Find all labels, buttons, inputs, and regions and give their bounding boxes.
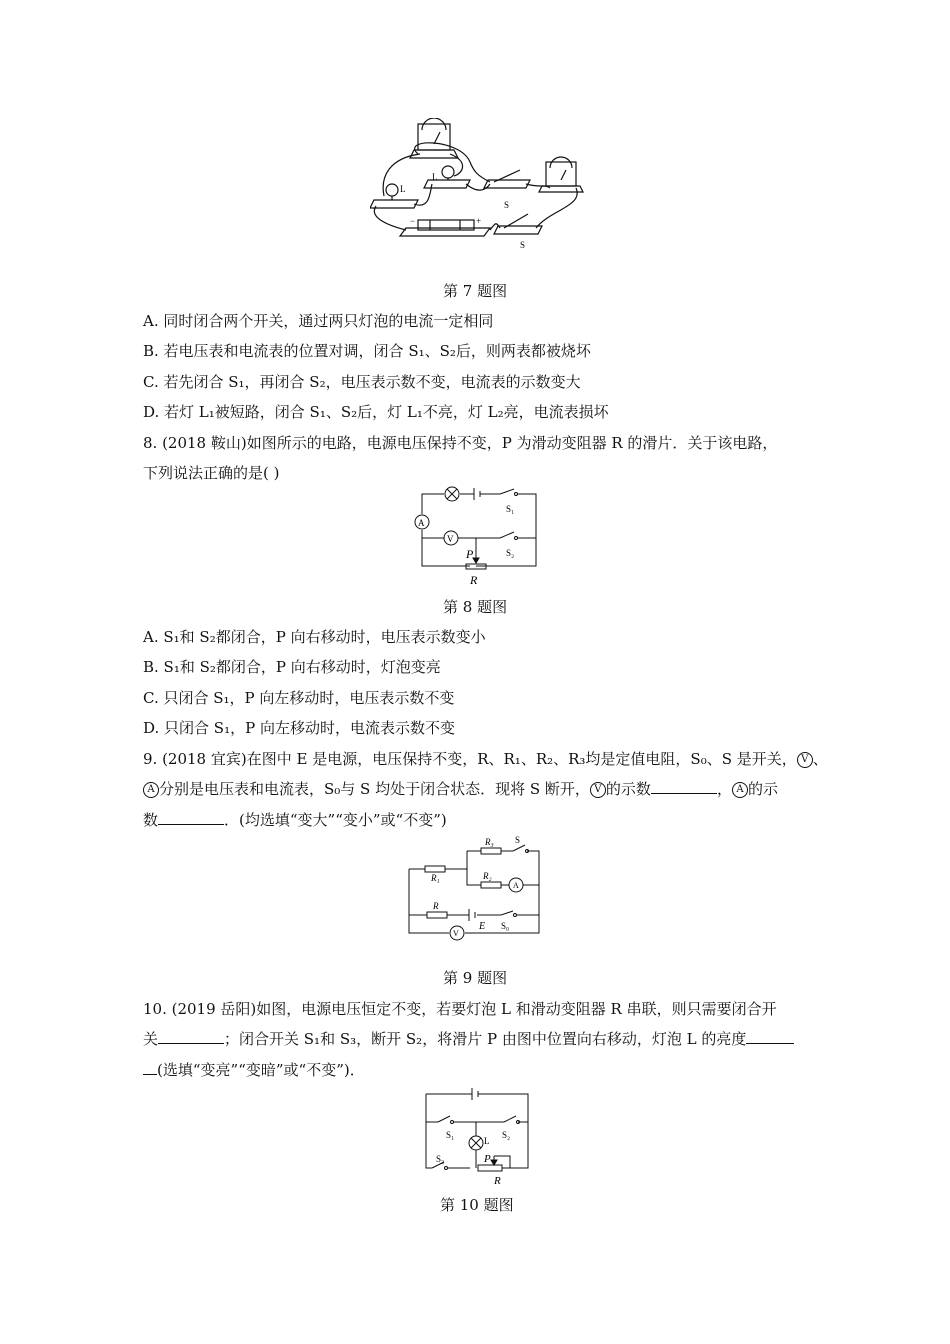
- q9-line2: [143, 779, 778, 799]
- q8-option-d: D. 只闭合 S₁，P 向左移动时，电流表示数不变: [143, 719, 455, 737]
- label-S2: S₂: [506, 548, 515, 558]
- figure-9: [405, 835, 545, 947]
- label-plus: +: [476, 216, 482, 226]
- q7-option-d: D. 若灯 L₁被短路，闭合 S₁、S₂后，灯 L₁不亮，灯 L₂亮，电流表损坏: [143, 403, 609, 421]
- q10-line2-text-b: ；闭合开关 S₁和 S₃，断开 S₂，将滑片 P 由图中位置向右移动，灯泡 L 的亮度: [224, 1030, 747, 1048]
- answer-blank-1[interactable]: [651, 779, 717, 794]
- q8-option-c: C. 只闭合 S₁，P 向左移动时，电压表示数不变: [143, 689, 455, 707]
- label-L2: L: [400, 184, 406, 194]
- q9-line2-text-d: 的示: [747, 780, 778, 798]
- label-R: R: [470, 573, 478, 587]
- label-minus: −: [410, 216, 416, 226]
- q8-stem-line2: 下列说法正确的是( ): [143, 464, 280, 482]
- label-L1: L: [432, 172, 438, 182]
- q9-line2-text-c: ，: [716, 780, 732, 798]
- label-R2: R₂: [483, 871, 492, 881]
- q9-line2-text: 分别是电压表和电流表，S₀与 S 均处于闭合状态．现将 S 断开，: [159, 780, 590, 798]
- q9-line1-text: 9. (2018 宜宾)在图中 E 是电源，电压保持不变，R、R₁、R₂、R₃均是定值电阻，S₀、S 是开关，: [143, 750, 797, 768]
- label-P: P: [466, 547, 474, 561]
- q9-line2-text-b: 的示数: [605, 780, 651, 798]
- q7-option-c: C. 若先闭合 S₁，再闭合 S₂，电压表示数不变，电流表的示数变大: [143, 373, 581, 391]
- label-S2: S₂: [502, 1130, 511, 1140]
- q9-line1: 9. (2018 宜宾)在图中 E 是电源，电压保持不变，R、R₁、R₂、R₃均是定值电阻，S₀、S 是开关， V 、: [143, 750, 828, 768]
- label-S2: S: [504, 200, 510, 210]
- q10-line3-text: (选填“变亮”“变暗”或“不变”)．: [157, 1061, 365, 1079]
- figure-8-caption: 第 8 题图: [443, 598, 508, 616]
- label-R1: R₁: [431, 873, 440, 883]
- figure-10: [418, 1086, 534, 1190]
- answer-blank-2[interactable]: [158, 810, 224, 825]
- q9-line3: [143, 810, 447, 830]
- q8-option-b: B. S₁和 S₂都闭合，P 向右移动时，灯泡变亮: [143, 658, 441, 676]
- label-R: R: [433, 901, 439, 911]
- q10-line3: [143, 1060, 365, 1080]
- label-R: R: [494, 1175, 501, 1187]
- label-V: V: [453, 929, 459, 938]
- label-P: P: [484, 1153, 491, 1165]
- ammeter-circle-symbol: A: [732, 782, 748, 798]
- label-S: S: [515, 835, 521, 845]
- figure-10-caption: 第 10 题图: [440, 1196, 514, 1214]
- label-E: E: [479, 921, 486, 932]
- label-A: A: [513, 881, 519, 890]
- answer-blank-4[interactable]: [746, 1029, 794, 1044]
- figure-8: [408, 486, 544, 592]
- figure-7-caption: 第 7 题图: [443, 282, 508, 300]
- q10-line2: [143, 1029, 794, 1049]
- figure-7: [370, 118, 590, 258]
- voltmeter-circle-symbol: V: [797, 752, 813, 768]
- label-R3: R₃: [485, 837, 494, 847]
- label-S1: S₁: [506, 504, 515, 514]
- label-A: A: [418, 518, 425, 528]
- q9-line3-text-b: ．(均选填“变大”“变小”或“不变”): [224, 811, 447, 829]
- label-S3: S₃: [436, 1154, 445, 1164]
- q10-line1: 10. (2019 岳阳)如图，电源电压恒定不变，若要灯泡 L 和滑动变阻器 R 串联，则只需要闭合开: [143, 1000, 777, 1018]
- q8-option-a: A. S₁和 S₂都闭合，P 向右移动时，电压表示数变小: [143, 628, 486, 646]
- ammeter-circle-symbol: A: [143, 782, 159, 798]
- label-S1: S₁: [446, 1130, 455, 1140]
- answer-blank-4-cont[interactable]: [143, 1060, 157, 1075]
- label-S0: S₀: [501, 921, 510, 931]
- figure-9-caption: 第 9 题图: [443, 969, 508, 987]
- q10-line2-text: 关: [143, 1030, 159, 1048]
- q7-option-b: B. 若电压表和电流表的位置对调，闭合 S₁、S₂后，则两表都被烧坏: [143, 342, 591, 360]
- label-V: V: [447, 534, 454, 544]
- meter-device: [418, 124, 450, 150]
- q8-stem-line1: 8. (2018 鞍山)如图所示的电路，电源电压保持不变，P 为滑动变阻器 R 的滑片．关于该电路，: [143, 434, 778, 452]
- label-L: L: [484, 1136, 490, 1146]
- q7-option-a: A. 同时闭合两个开关，通过两只灯泡的电流一定相同: [143, 312, 494, 330]
- answer-blank-3[interactable]: [158, 1029, 224, 1044]
- q9-line3-text: 数: [143, 811, 159, 829]
- voltmeter-circle-symbol: V: [590, 782, 606, 798]
- label-S1: S: [520, 240, 526, 250]
